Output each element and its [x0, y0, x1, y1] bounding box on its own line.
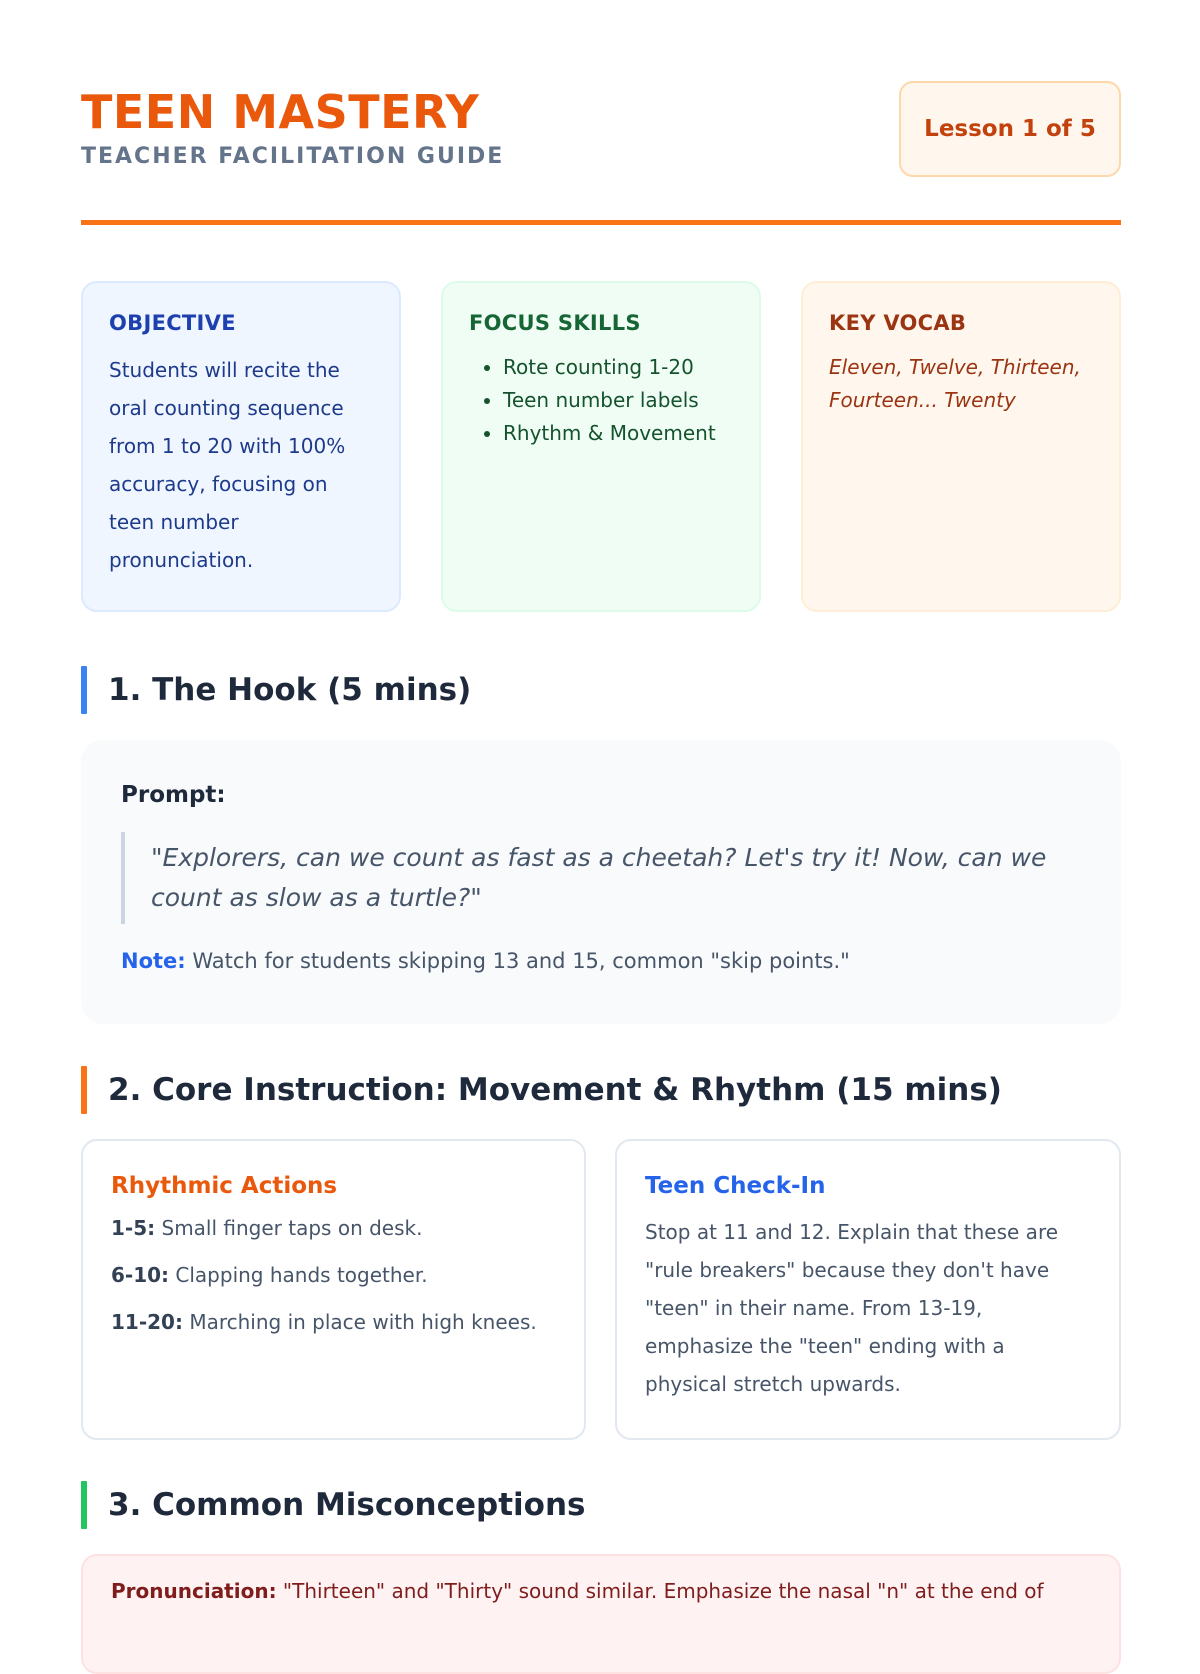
hook-section-title: 1. The Hook (5 mins)	[108, 672, 472, 708]
objective-card	[81, 281, 401, 612]
page-header	[81, 84, 1121, 184]
lesson-badge: Lesson 1 of 5	[899, 81, 1121, 177]
objective-text: Students will recite the oral counting sequence from 1 to 20 with 100% accuracy, focusing on teen number pronunciation.	[109, 358, 346, 572]
focus-skills-list	[469, 351, 733, 450]
core-section-title: 2. Core Instruction: Movement & Rhythm (15 mins)	[108, 1072, 1002, 1108]
objective-heading: OBJECTIVE	[109, 311, 236, 335]
info-cards	[81, 281, 1121, 612]
teen-check-in-heading: Teen Check-In	[645, 1173, 826, 1199]
page-subtitle: TEACHER FACILITATION GUIDE	[81, 144, 505, 169]
hook-section-heading	[81, 666, 1121, 714]
note-text: Watch for students skipping 13 and 15, common "skip points."	[185, 949, 850, 973]
focus-skill-item: • Teen number labels	[503, 384, 733, 417]
rhythmic-actions-card	[81, 1139, 586, 1440]
teen-check-in-card	[615, 1139, 1121, 1440]
action-range: 11-20:	[111, 1310, 183, 1334]
prompt-label: Prompt:	[121, 782, 226, 808]
note-label: Note:	[121, 949, 186, 973]
misconception-label: Pronunciation:	[111, 1579, 277, 1603]
action-range: 6-10:	[111, 1263, 170, 1287]
key-vocab-heading: KEY VOCAB	[829, 311, 967, 335]
section-accent-bar	[81, 1481, 87, 1529]
key-vocab-card	[801, 281, 1121, 612]
hook-note	[121, 946, 1081, 976]
focus-skills-card	[441, 281, 761, 612]
header-divider	[81, 220, 1121, 225]
focus-skill-item: • Rote counting 1-20	[503, 351, 733, 384]
key-vocab-text: Eleven, Twelve, Thirteen, Fourteen... Twenty	[829, 355, 1081, 412]
section-accent-bar	[81, 1066, 87, 1114]
misconception-text	[111, 1576, 1091, 1606]
page-title: TEEN MASTERY	[81, 85, 480, 139]
section-accent-bar	[81, 666, 87, 714]
action-row	[111, 1307, 556, 1337]
misconceptions-section-title: 3. Common Misconceptions	[108, 1487, 586, 1523]
focus-skills-heading: FOCUS SKILLS	[469, 311, 641, 335]
core-section-heading	[81, 1066, 1121, 1114]
hook-quote: "Explorers, can we count as fast as a cheetah? Let's try it! Now, can we count as slow as a turtle?"	[121, 832, 1081, 924]
action-range: 1-5:	[111, 1216, 156, 1240]
misconception-box	[81, 1554, 1121, 1674]
teen-check-in-text: Stop at 11 and 12. Explain that these are "rule breakers" because they don't have "teen" in their name. From 13-19, emphasize the "teen" ending with a physical stretch upwards.	[645, 1220, 1059, 1396]
action-row	[111, 1213, 556, 1243]
focus-skill-item: • Rhythm & Movement	[503, 417, 733, 450]
action-text: Clapping hands together.	[169, 1263, 428, 1287]
rhythmic-actions-heading: Rhythmic Actions	[111, 1173, 338, 1199]
action-text: Marching in place with high knees.	[182, 1310, 537, 1334]
misconception-detail: "Thirteen" and "Thirty" sound similar. Emphasize the nasal "n" at the end of	[276, 1579, 1044, 1603]
action-text: Small finger taps on desk.	[155, 1216, 423, 1240]
action-row	[111, 1260, 556, 1290]
hook-box	[81, 740, 1121, 1024]
misconceptions-section-heading	[81, 1481, 1121, 1529]
